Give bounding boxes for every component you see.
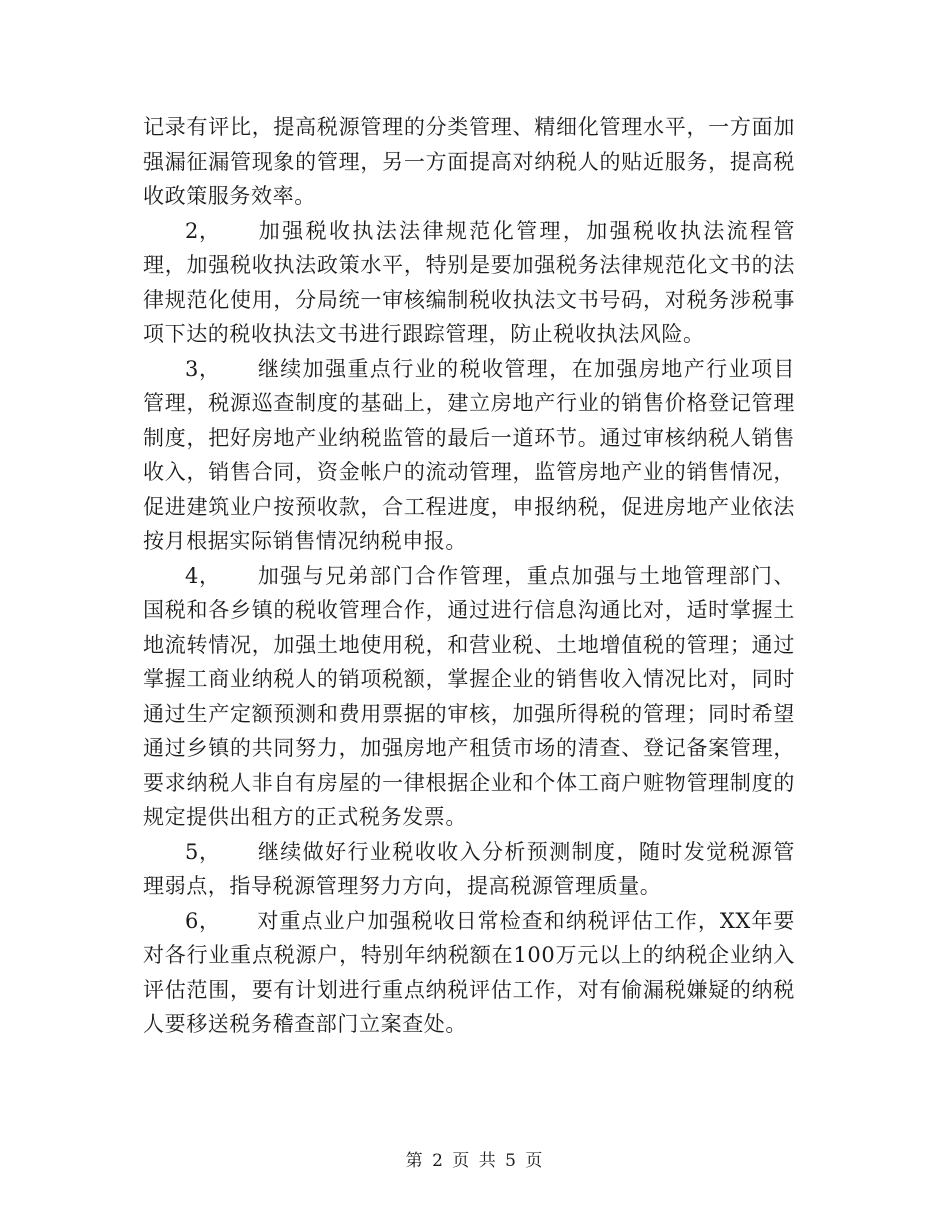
item-paragraph-2: [143, 214, 795, 352]
intro-paragraph: 记录有评比，提高税源管理的分类管理、精细化管理水平，一方面加强漏征漏管现象的管理，另一方面提高对纳税人的贴近服务，提高税收政策服务效率。: [143, 115, 795, 208]
item-number: 3，: [185, 356, 221, 381]
item-paragraph-6: [143, 904, 795, 1042]
item-text: 继续做好行业税收收入分析预测制度，随时发觉税源管理弱点，指导税源管理努力方向，提高税源管理质量。: [143, 839, 795, 898]
item-number: 4，: [185, 563, 221, 588]
item-number: 5，: [185, 839, 221, 864]
item-paragraph-3: [143, 352, 795, 559]
page-footer: 第 2 页 共 5 页: [405, 1151, 545, 1171]
item-text: 加强税收执法法律规范化管理，加强税收执法流程管理，加强税收执法政策水平，特别是要加强税务法律规范化文书的法律规范化使用，分局统一审核编制税收执法文书号码，对税务涉税事项下达的税收执法文书进行跟踪管理，防止税收执法风险。: [143, 218, 795, 346]
item-number: 6，: [185, 908, 221, 933]
item-text: 对重点业户加强税收日常检查和纳税评估工作，XX年要对各行业重点税源户，特别年纳税额在100万元以上的纳税企业纳入评估范围，要有计划进行重点纳税评估工作，对有偷漏税嫌疑的纳税人要移送税务稽查部门立案查处。: [143, 908, 795, 1036]
item-text: 继续加强重点行业的税收管理，在加强房地产行业项目管理，税源巡查制度的基础上，建立房地产行业的销售价格登记管理制度，把好房地产业纳税监管的最后一道环节。通过审核纳税人销售收入，销售合同，资金帐户的流动管理，监管房地产业的销售情况，促进建筑业户按预收款，合工程进度，申报纳税，促进房地产业依法按月根据实际销售情况纳税申报。: [143, 356, 795, 553]
item-text: 加强与兄弟部门合作管理，重点加强与土地管理部门、国税和各乡镇的税收管理合作，通过进行信息沟通比对，适时掌握土地流转情况，加强土地使用税，和营业税、土地增值税的管理；通过掌握工商业纳税人的销项税额，掌握企业的销售收入情况比对，同时通过生产定额预测和费用票据的审核，加强所得税的管理；同时希望通过乡镇的共同努力，加强房地产租赁市场的清查、登记备案管理，要求纳税人非自有房屋的一律根据企业和个体工商户赃物管理制度的规定提供出租方的正式税务发票。: [143, 563, 795, 829]
document-body: [143, 110, 795, 1042]
item-paragraph-5: [143, 835, 795, 904]
item-number: 2，: [185, 218, 221, 243]
item-paragraph-4: [143, 559, 795, 835]
